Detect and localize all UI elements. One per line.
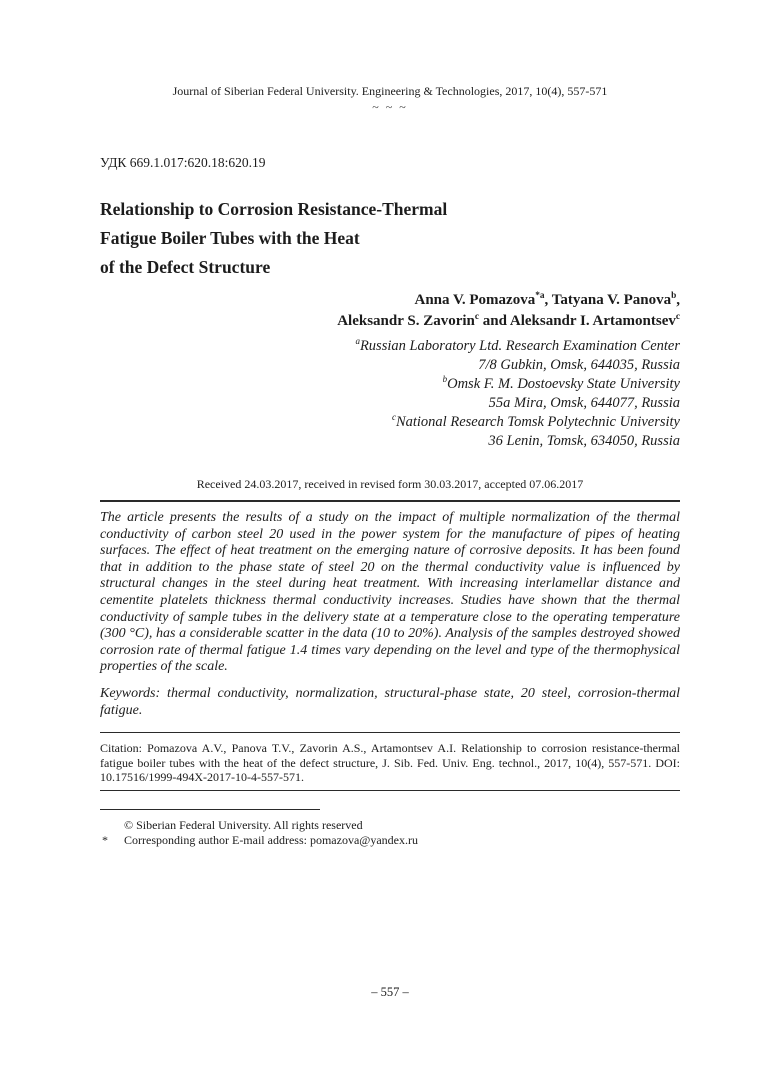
affiliation-text: 55a Mira, Omsk, 644077, Russia bbox=[488, 395, 680, 411]
affiliation-line bbox=[100, 375, 680, 394]
author-name: , Tatyana V. Panova bbox=[544, 292, 672, 308]
author-superscript: c bbox=[675, 312, 680, 322]
citation-bottom-rule bbox=[100, 790, 680, 791]
citation-top-rule bbox=[100, 732, 680, 733]
footnote-separator bbox=[100, 809, 320, 810]
affiliation-line bbox=[100, 394, 680, 413]
journal-header-line: Journal of Siberian Federal University. Engineering & Technologies, 2017, 10(4), 557-571 bbox=[172, 84, 608, 98]
affiliation-text: National Research Tomsk Polytechnic University bbox=[395, 414, 680, 430]
author-name: , bbox=[676, 292, 680, 308]
affiliation-line bbox=[100, 337, 680, 356]
keywords-text: Keywords: thermal conductivity, normalization, structural-phase state, 20 steel, corrosion-thermal fatigue. bbox=[100, 685, 680, 718]
affiliation-superscript: a bbox=[355, 336, 360, 347]
copyright-text: © Siberian Federal University. All rights reserved bbox=[124, 817, 363, 832]
affiliation-text: 7/8 Gubkin, Omsk, 644035, Russia bbox=[478, 357, 680, 373]
affiliations-block bbox=[100, 337, 680, 451]
affiliation-text: Omsk F. M. Dostoevsky State University bbox=[447, 376, 680, 392]
corresponding-author-line bbox=[100, 833, 680, 849]
header-ornament: ~ ~ ~ bbox=[372, 100, 408, 114]
affiliation-superscript: c bbox=[391, 412, 396, 423]
title-line-1: Relationship to Corrosion Resistance-Thermal bbox=[100, 199, 448, 219]
udc-line: УДК 669.1.017:620.18:620.19 bbox=[100, 155, 266, 170]
affiliation-line bbox=[100, 356, 680, 375]
author-superscript: b bbox=[671, 291, 677, 301]
abstract-text: The article presents the results of a study on the impact of multiple normalization of the thermal conductivity of carbon steel 20 used in the power system for the manufacture of pipes of heating surfaces. The effect of heat treatment on the emerging nature of corrosive deposits. It has been found that in addition to the phase state of steel 20 on the thermal conductivity value is influenced by structural changes in the steel during heat treatment. With increasing interlamellar distance and cementite platelets thickness thermal conductivity increases. Studies have shown that the thermal conductivity of sample tubes in the delivery state at a temperature close to the operating temperature (300 °C), has a considerable scatter in the data (10 to 20%). Analysis of the samples destroyed showed corrosion rate of thermal fatigue 1.4 times vary depending on the level and type of the thermophysical properties of the scale. bbox=[100, 510, 680, 675]
author-line-2 bbox=[100, 311, 680, 332]
corresponding-author-text: Corresponding author E-mail address: pomazova@yandex.ru bbox=[124, 833, 418, 848]
author-name: Aleksandr S. Zavorin bbox=[337, 313, 475, 329]
footnote-asterisk: * bbox=[102, 833, 108, 848]
citation-text: Citation: Pomazova A.V., Panova T.V., Zavorin A.S., Artamontsev A.I. Relationship to corrosion resistance-thermal fatigue boiler tubes with the heat of the defect structure, J. Sib. Fed. Univ. Eng. technol., 2017, 10(4), 557-571. DOI: 10.17516/1999-494X-2017-10-4-557-571. bbox=[100, 741, 680, 785]
title-line-2: Fatigue Boiler Tubes with the Heat bbox=[100, 228, 360, 248]
affiliation-line bbox=[100, 413, 680, 432]
copyright-line bbox=[100, 818, 680, 834]
author-line-1 bbox=[100, 290, 680, 311]
article-title bbox=[100, 195, 680, 282]
footnote-block bbox=[100, 818, 680, 849]
abstract-top-rule bbox=[100, 500, 680, 502]
author-superscript: c bbox=[474, 312, 480, 322]
affiliation-text: Russian Laboratory Ltd. Research Examination Center bbox=[359, 338, 680, 354]
title-line-3: of the Defect Structure bbox=[100, 257, 271, 277]
author-name: Anna V. Pomazova bbox=[414, 292, 536, 308]
content-column bbox=[100, 0, 680, 849]
author-name: and Aleksandr I. Artamontsev bbox=[479, 313, 676, 329]
affiliation-superscript: b bbox=[442, 374, 448, 385]
author-superscript: *a bbox=[535, 291, 545, 301]
authors-block bbox=[100, 290, 680, 332]
affiliation-line bbox=[100, 432, 680, 451]
page-number: – 557 – bbox=[371, 985, 409, 999]
received-line: Received 24.03.2017, received in revised form 30.03.2017, accepted 07.06.2017 bbox=[196, 477, 584, 491]
affiliation-text: 36 Lenin, Tomsk, 634050, Russia bbox=[488, 433, 680, 449]
